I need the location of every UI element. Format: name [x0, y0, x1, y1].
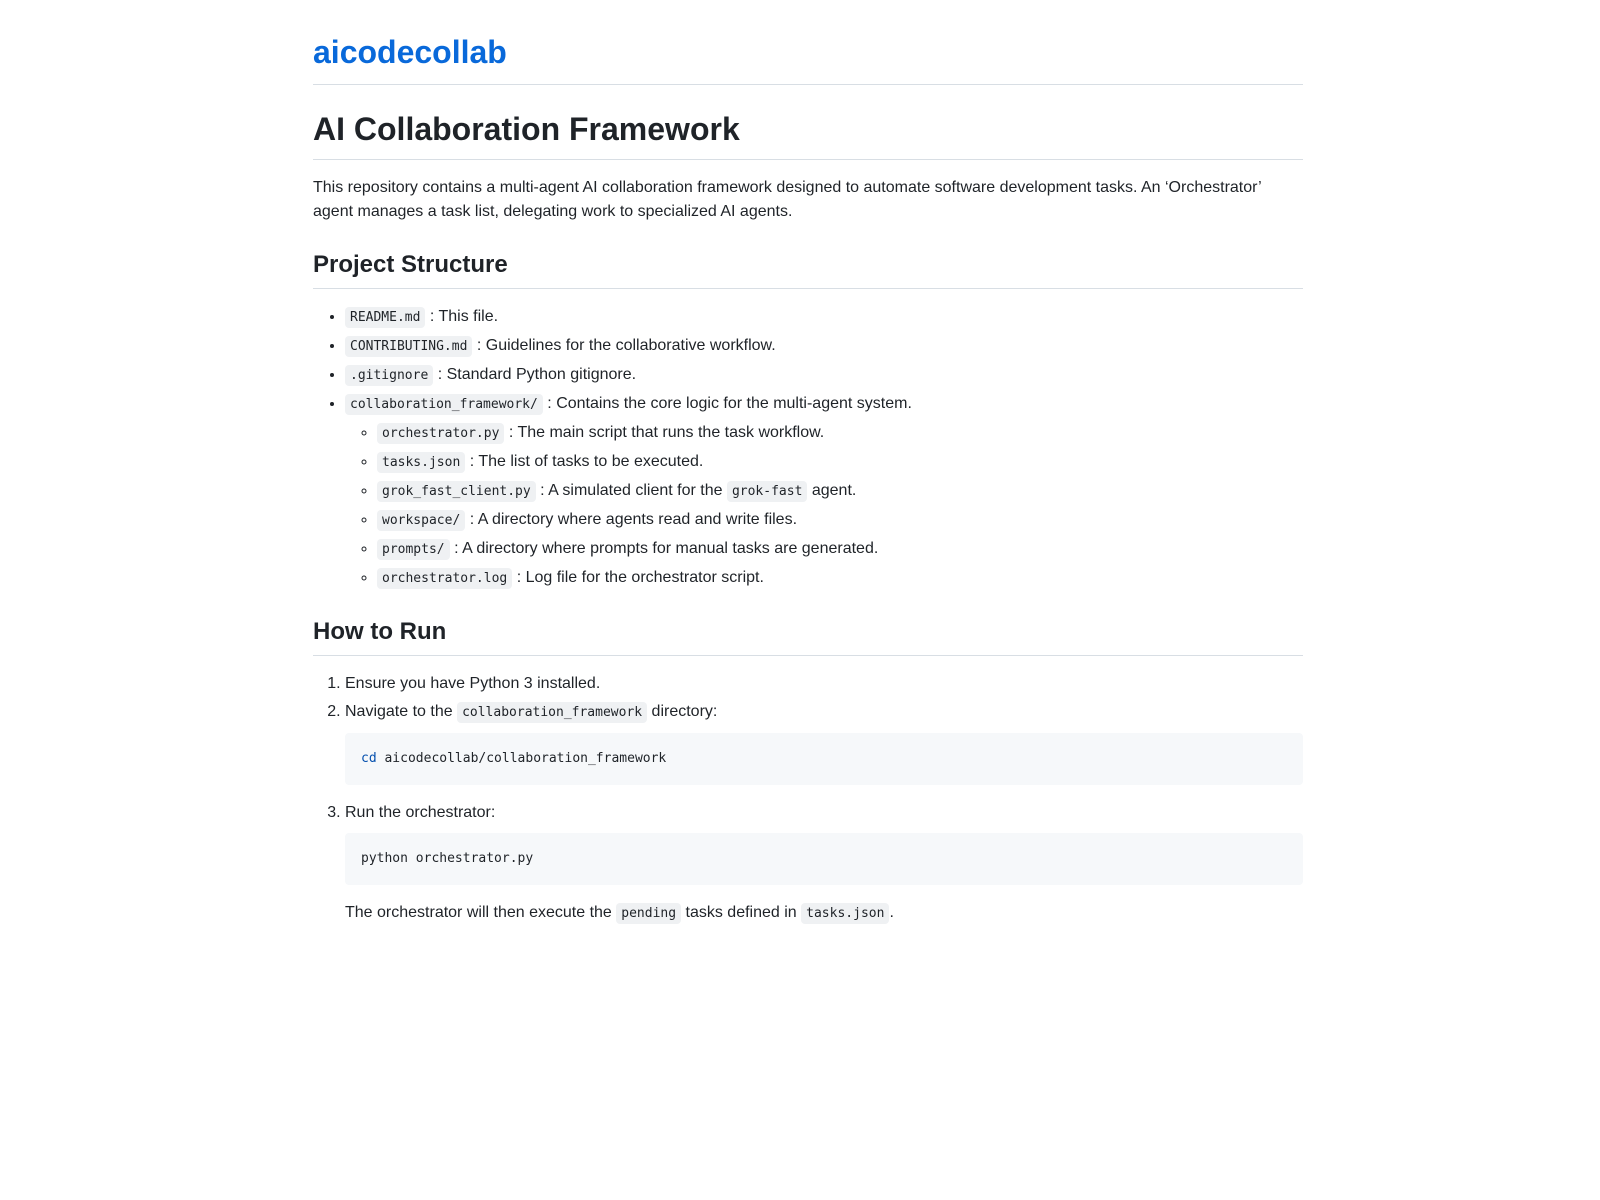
step-text: Ensure you have Python 3 installed.: [345, 675, 601, 692]
step-text: Run the orchestrator:: [345, 804, 496, 821]
file-name-code: workspace/: [377, 510, 465, 531]
directory-name-code: collaboration_framework: [457, 702, 647, 723]
code-command: python orchestrator.py: [361, 851, 534, 866]
list-item-description: : The main script that runs the task workflow.: [508, 424, 825, 441]
code-keyword: cd: [361, 751, 377, 766]
intro-paragraph: This repository contains a multi-agent AI collaboration framework designed to automate software development tasks. An ‘Orchestrator’ agent manages a task list, delegating work to specialized AI agents.: [313, 179, 1262, 220]
list-item-description: : A simulated client for the: [540, 482, 723, 499]
list-item-description: : The list of tasks to be executed.: [469, 453, 704, 470]
code-block-cd[interactable]: [345, 733, 1303, 785]
code-argument: aicodecollab/collaboration_framework: [384, 751, 667, 766]
how-to-run-heading: How to Run: [313, 615, 1303, 656]
step-item: [345, 700, 1303, 785]
sub-list-item: [377, 450, 1303, 475]
list-item-description: : Log file for the orchestrator script.: [516, 569, 764, 586]
file-name-code: README.md: [345, 307, 425, 328]
step-item: [345, 672, 1303, 696]
file-name-code: orchestrator.log: [377, 568, 512, 589]
list-item-description: : Standard Python gitignore.: [437, 366, 637, 383]
list-item-description: : Contains the core logic for the multi-agent system.: [547, 395, 912, 412]
file-name-code: orchestrator.py: [377, 423, 504, 444]
file-name-code: tasks.json: [801, 903, 889, 924]
project-structure-heading: Project Structure: [313, 248, 1303, 289]
note-text-suffix: .: [889, 904, 894, 921]
file-name-code: collaboration_framework/: [345, 394, 543, 415]
list-item-description-suffix: agent.: [811, 482, 857, 499]
list-item-description: : A directory where agents read and write files.: [469, 511, 798, 528]
site-title-link[interactable]: aicodecollab: [313, 30, 1303, 85]
note-text: The orchestrator will then execute the: [345, 904, 612, 921]
sub-list-item: [377, 421, 1303, 446]
run-note: [345, 901, 1303, 926]
status-code: pending: [616, 903, 681, 924]
file-name-code: prompts/: [377, 539, 450, 560]
sub-list-item: [377, 508, 1303, 533]
file-name-code: CONTRIBUTING.md: [345, 336, 472, 357]
note-text: tasks defined in: [685, 904, 797, 921]
sub-list-item: [377, 566, 1303, 591]
list-item-description: : A directory where prompts for manual tasks are generated.: [454, 540, 879, 557]
agent-name-code: grok-fast: [727, 481, 807, 502]
step-text: Navigate to the: [345, 703, 453, 720]
sub-list-item: [377, 479, 1303, 504]
list-item-description: : This file.: [429, 308, 499, 325]
framework-contents-list: [345, 421, 1303, 591]
list-item-description: : Guidelines for the collaborative workflow.: [476, 337, 776, 354]
page-title: AI Collaboration Framework: [313, 109, 1303, 160]
list-item: [345, 392, 1303, 591]
file-name-code: grok_fast_client.py: [377, 481, 536, 502]
step-text-suffix: directory:: [651, 703, 718, 720]
run-steps-list: [313, 672, 1303, 926]
step-item: [345, 801, 1303, 926]
list-item: [345, 334, 1303, 359]
file-name-code: tasks.json: [377, 452, 465, 473]
file-name-code: .gitignore: [345, 365, 433, 386]
list-item: [345, 363, 1303, 388]
code-block-python[interactable]: [345, 833, 1303, 885]
sub-list-item: [377, 537, 1303, 562]
project-structure-list: [313, 305, 1303, 591]
list-item: [345, 305, 1303, 330]
readme-page: [313, 0, 1303, 926]
